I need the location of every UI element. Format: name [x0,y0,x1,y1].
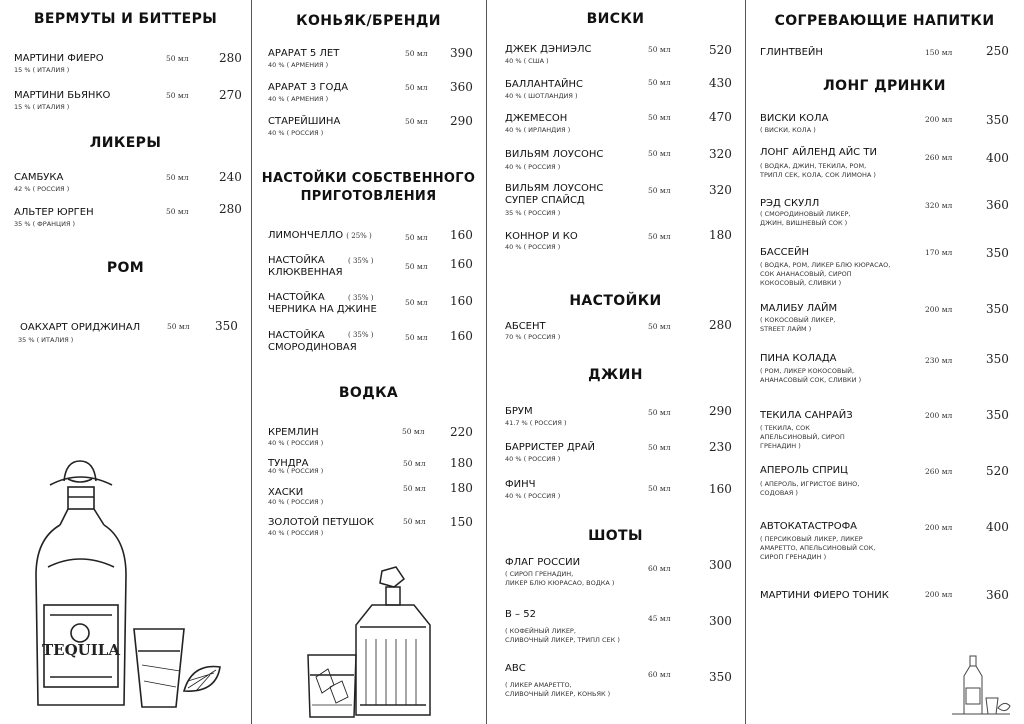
item-desc-line: ( ЛИКЕР АМАРЕТТО, [505,681,572,689]
item-name: ДЖЕМЕСОН [505,113,568,124]
item-desc-line: ГРЕНАДИН ) [760,442,801,450]
item-name: БАССЕЙН [760,247,809,258]
item-price: 220 [450,425,473,439]
item-desc-line: ( ПЕРСИКОВЫЙ ЛИКЕР, ЛИКЕР [760,535,863,543]
item-desc-line: АПЕЛЬСИНОВЫЙ, СИРОП [760,433,845,441]
item-name-line1: НАСТОЙКА [268,292,325,303]
item-name: МАЛИБУ ЛАЙМ [760,303,838,314]
item-desc: 41.7 % ( РОССИЯ ) [505,419,567,427]
item-desc-line: ( КОКОСОВЫЙ ЛИКЕР, [760,316,836,324]
item-name: КОННОР И КО [505,231,578,242]
item-name-line2: КЛЮКВЕННАЯ [268,267,343,278]
item-percent: ( 35% ) [348,257,374,265]
item-desc: 40 % ( РОССИЯ ) [505,163,561,171]
item-volume: 50 мл [166,207,189,216]
item-name: АБСЕНТ [505,321,546,332]
column-divider [745,0,746,724]
item-price: 240 [219,170,242,184]
item-desc-line: ( КОФЕЙНЫЙ ЛИКЕР, [505,627,576,635]
item-name: ПИНА КОЛАДА [760,353,837,364]
item-desc: 15 % ( ИТАЛИЯ ) [14,103,70,111]
item-desc: 40 % ( ШОТЛАНДИЯ ) [505,92,578,100]
decanter-illustration [300,565,460,723]
section-title-line: НАСТОЙКИ СОБСТВЕННОГО [261,171,476,186]
section-title: ДЖИН [588,367,643,383]
item-name-line1: НАСТОЙКА [268,330,325,341]
item-volume: 200 мл [925,523,953,532]
item-name: СТАРЕЙШИНА [268,116,341,127]
item-price: 520 [709,43,732,57]
item-volume: 50 мл [405,333,428,342]
item-name: ФИНЧ [505,479,536,490]
item-desc-line: ( ВИСКИ, КОЛА ) [760,126,816,134]
item-name: БРУМ [505,406,533,417]
item-desc: 40 % ( РОССИЯ ) [268,529,324,537]
item-desc-line: ЛИКЕР БЛЮ КЮРАСАО, ВОДКА ) [505,579,615,587]
item-price: 360 [986,588,1009,602]
item-volume: 50 мл [648,443,671,452]
item-desc-line: СОДОВАЯ ) [760,489,798,497]
item-volume: 50 мл [405,117,428,126]
item-volume: 50 мл [167,322,190,331]
item-volume: 50 мл [402,427,425,436]
item-price: 290 [450,114,473,128]
item-volume: 50 мл [405,298,428,307]
item-name-text: ЛИМОНЧЕЛЛО [268,230,344,241]
item-price: 290 [709,404,732,418]
item-desc: 40 % ( ИРЛАНДИЯ ) [505,126,571,134]
item-name: МАРТИНИ БЬЯНКО [14,90,111,101]
item-name: ФЛАГ РОССИИ [505,557,581,568]
item-name: БАЛЛАНТАЙНС [505,79,584,90]
item-desc-line: АМАРЕТТО, АПЕЛЬСИНОВЫЙ СОК, [760,544,876,552]
item-name-line2: ЧЕРНИКА НА ДЖИНЕ [268,304,377,315]
item-volume: 50 мл [166,54,189,63]
item-desc: 35 % ( ИТАЛИЯ ) [18,336,74,344]
item-volume: 50 мл [648,408,671,417]
item-price: 520 [986,464,1009,478]
item-name: В – 52 [505,609,536,620]
item-desc-line: АНАНАСОВЫЙ СОК, СЛИВКИ ) [760,376,862,384]
item-percent: ( 35% ) [348,294,374,302]
item-name: САМБУКА [14,172,64,183]
item-price: 230 [709,440,732,454]
item-desc: 40 % ( РОССИЯ ) [268,467,324,475]
item-volume: 200 мл [925,411,953,420]
item-price: 300 [709,614,732,628]
item-price: 180 [450,481,473,495]
item-desc-line: СЛИВОЧНЫЙ ЛИКЕР, КОНЬЯК ) [505,690,611,698]
item-desc-line: ТРИПЛ СЕК, КОЛА, СОК ЛИМОНА ) [760,171,876,179]
item-name: МАРТИНИ ФИЕРО [14,53,104,64]
item-price: 320 [709,183,732,197]
item-name: ХАСКИ [268,487,304,498]
item-desc-line: ДЖИН, ВИШНЕВЫЙ СОК ) [760,219,848,227]
item-price: 160 [450,329,473,343]
item-price: 350 [986,408,1009,422]
item-volume: 170 мл [925,248,953,257]
item-price: 470 [709,110,732,124]
item-percent: ( 35% ) [348,331,374,339]
item-volume: 50 мл [648,186,671,195]
item-name: ВИЛЬЯМ ЛОУСОНС [505,149,604,160]
item-name: ЗОЛОТОЙ ПЕТУШОК [268,517,375,528]
item-price: 400 [986,151,1009,165]
item-price: 350 [986,302,1009,316]
item-name: РЭД СКУЛЛ [760,198,820,209]
item-name: АРАРАТ 3 ГОДА [268,82,349,93]
item-volume: 230 мл [925,356,953,365]
item-volume: 50 мл [648,149,671,158]
item-name: АЛЬТЕР ЮРГЕН [14,207,94,218]
item-name-line1: ВИЛЬЯМ ЛОУСОНС [505,183,604,194]
item-volume: 50 мл [405,233,428,242]
item-desc-line: КОКОСОВЫЙ, СЛИВКИ ) [760,279,842,287]
section-title: СОГРЕВАЮЩИЕ НАПИТКИ [774,13,995,29]
item-volume: 50 мл [405,262,428,271]
item-price: 350 [986,246,1009,260]
item-desc-line: ( СМОРОДИНОВЫЙ ЛИКЕР, [760,210,851,218]
item-volume: 50 мл [648,78,671,87]
item-desc: 40 % ( АРМЕНИЯ ) [268,61,329,69]
item-volume: 50 мл [648,45,671,54]
item-name: БАРРИСТЕР ДРАЙ [505,442,596,453]
item-volume: 50 мл [403,459,426,468]
item-price: 250 [986,44,1009,58]
section-title: ЛИКЕРЫ [89,135,162,151]
item-name: ВИСКИ КОЛА [760,113,829,124]
item-name: КРЕМЛИН [268,427,319,438]
item-volume: 45 мл [648,614,671,623]
item-desc-line: ( АПЕРОЛЬ, ИГРИСТОЕ ВИНО, [760,480,860,488]
item-desc: 35 % ( ФРАНЦИЯ ) [14,220,76,228]
section-title-line: ПРИГОТОВЛЕНИЯ [300,189,437,204]
item-volume: 50 мл [166,91,189,100]
item-desc-line: СИРОП ГРЕНАДИН ) [760,553,827,561]
item-desc-line: ( ТЕКИЛА, СОК [760,424,810,432]
item-price: 360 [986,198,1009,212]
section-title: ВЕРМУТЫ И БИТТЕРЫ [33,11,218,27]
item-price: 160 [450,257,473,271]
item-volume: 150 мл [925,48,953,57]
item-desc-line: СОК АНАНАСОВЫЙ, СИРОП [760,270,852,278]
item-price: 350 [986,352,1009,366]
item-name: АВС [505,663,526,674]
item-name: ОАКХАРТ ОРИДЖИНАЛ [20,322,141,333]
item-desc-line: ( СИРОП ГРЕНАДИН, [505,570,574,578]
section-title: РОМ [106,260,145,276]
item-volume: 320 мл [925,201,953,210]
bottle-label-text: TEQUILA [42,641,120,659]
item-desc: 40 % ( США ) [505,57,549,65]
small-bottle-illustration [950,652,1012,718]
item-desc: 40 % ( РОССИЯ ) [268,498,324,506]
item-volume: 60 мл [648,564,671,573]
item-volume: 260 мл [925,153,953,162]
item-desc: 40 % ( РОССИЯ ) [505,492,561,500]
item-volume: 60 мл [648,670,671,679]
item-volume: 50 мл [648,113,671,122]
section-title [251,170,486,206]
item-price: 320 [709,147,732,161]
item-name-line1: НАСТОЙКА [268,255,325,266]
item-price: 280 [709,318,732,332]
item-volume: 50 мл [648,484,671,493]
item-name: ГЛИНТВЕЙН [760,47,823,58]
item-volume: 50 мл [648,322,671,331]
item-name: АВТОКАТАСТРОФА [760,521,858,532]
item-desc: 40 % ( РОССИЯ ) [505,455,561,463]
item-desc: 40 % ( РОССИЯ ) [268,439,324,447]
item-name: ТУНДРА [268,458,309,469]
item-name: ДЖЕК ДЭНИЭЛС [505,44,592,55]
item-desc: 35 % ( РОССИЯ ) [505,209,561,217]
item-volume: 200 мл [925,590,953,599]
item-price: 180 [450,456,473,470]
item-desc-line: STREET ЛАЙМ ) [760,325,812,333]
item-name: АРАРАТ 5 ЛЕТ [268,48,340,59]
item-price: 160 [450,228,473,242]
section-title: ВИСКИ [586,11,645,27]
item-desc: 42 % ( РОССИЯ ) [14,185,70,193]
item-desc-line: ( ВОДКА, РОМ, ЛИКЕР БЛЮ КЮРАСАО, [760,261,891,269]
item-price: 160 [450,294,473,308]
tequila-bottle-illustration [20,455,235,717]
item-percent: ( 25% ) [346,232,372,240]
item-name-line2: СУПЕР СПАЙСД [505,195,585,206]
item-desc-line: ( ВОДКА, ДЖИН, ТЕКИЛА, РОМ, [760,162,867,170]
item-desc-line: ( РОМ, ЛИКЕР КОКОСОВЫЙ, [760,367,855,375]
item-price: 360 [450,80,473,94]
item-price: 270 [219,88,242,102]
item-volume: 260 мл [925,467,953,476]
item-volume: 50 мл [405,83,428,92]
section-title: ВОДКА [338,385,399,401]
item-name [268,230,372,242]
item-price: 350 [709,670,732,684]
item-desc: 40 % ( РОССИЯ ) [268,129,324,137]
item-volume: 50 мл [648,232,671,241]
section-title: ШОТЫ [588,528,643,544]
item-price: 350 [986,113,1009,127]
column-divider [251,0,252,724]
item-desc: 70 % ( РОССИЯ ) [505,333,561,341]
item-volume: 50 мл [166,173,189,182]
item-price: 150 [450,515,473,529]
item-name: МАРТИНИ ФИЕРО ТОНИК [760,590,889,601]
item-volume: 50 мл [403,517,426,526]
item-price: 160 [709,482,732,496]
item-name: ЛОНГ АЙЛЕНД АЙС ТИ [760,147,877,158]
item-desc: 40 % ( РОССИЯ ) [505,243,561,251]
item-price: 350 [215,319,238,333]
item-name-line2: СМОРОДИНОВАЯ [268,342,357,353]
section-title: НАСТОЙКИ [569,293,662,309]
item-name: ТЕКИЛА САНРАЙЗ [760,410,853,421]
item-desc: 40 % ( АРМЕНИЯ ) [268,95,329,103]
item-price: 390 [450,46,473,60]
item-volume: 200 мл [925,305,953,314]
item-price: 430 [709,76,732,90]
item-desc: 15 % ( ИТАЛИЯ ) [14,66,70,74]
section-title: ЛОНГ ДРИНКИ [823,78,946,94]
item-price: 280 [219,202,242,216]
item-price: 400 [986,520,1009,534]
item-price: 300 [709,558,732,572]
item-name: АПЕРОЛЬ СПРИЦ [760,465,848,476]
item-price: 180 [709,228,732,242]
item-price: 280 [219,51,242,65]
section-title: КОНЬЯК/БРЕНДИ [296,13,441,29]
item-volume: 50 мл [403,484,426,493]
item-volume: 200 мл [925,115,953,124]
item-volume: 50 мл [405,49,428,58]
item-desc-line: СЛИВОЧНЫЙ ЛИКЕР, ТРИПЛ СЕК ) [505,636,620,644]
column-divider [486,0,487,724]
